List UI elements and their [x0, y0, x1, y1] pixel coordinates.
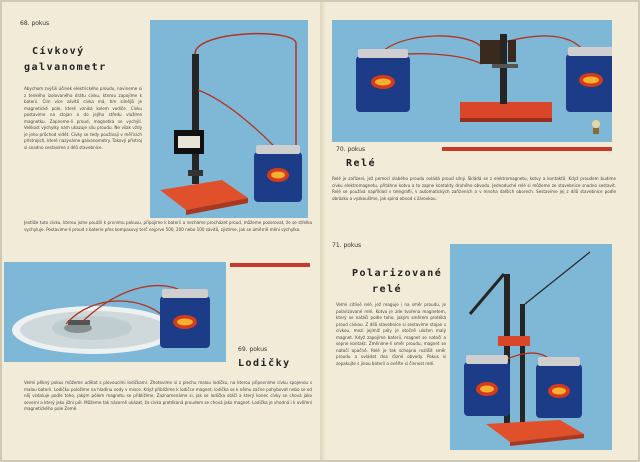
figure-boat-illustration — [4, 262, 226, 362]
experiment-68-title-line1: Cívkový — [32, 46, 85, 57]
experiment-69-number: 69. pokus — [238, 346, 268, 353]
experiment-70-text: Relé je zařízení, jež pomocí slabého proudu ovládá proud silný. Skládá se z elektromagnetu, kotvy a kontaktů. Když proudem budíme cívku elektromagnetu, přitáhne kotvu a ta zapne kontakty druhého obvodu. Jednoduché relé si můžeme ze stavebnice snadno sestavit. Relé se používá například v telegrafii, v automatických zařízeních a v mnoha dalších oborech. Sestavíme jej z dílů stavebnice podle obrázku a vyzkoušíme, jak spíná obvod s žárovkou. — [332, 176, 616, 201]
experiment-69-title: Lodičky — [238, 358, 291, 369]
experiment-71-text: Velmi citlivé relé, jež reaguje i na směr proudu, je polarizované relé. Kotva je zde tvořena magnetem, který se natáčí podle toho, jakým směrem protéká proud cívkou. Z dílů stavebnice si sestavíme stojan s cívkou, mezi jejímiž póly je otočně uložen malý magnet. Když zapojíme baterii, magnet se natočí a sepne kontakt. Změníme-li směr proudu, magnet se natočí opačně. Relé je tak schopno rozlišit směr proudu a ovládat dva různé obvody. Pokus si zopakujte s jinou baterií a ověřte si činnost relé. — [336, 302, 446, 366]
red-divider-right — [442, 147, 612, 151]
experiment-71-title-line1: Polarizované — [352, 268, 443, 279]
figure-polarized-relay-illustration — [450, 244, 612, 450]
figure-galvanometer-illustration — [150, 20, 308, 218]
experiment-70-title: Relé — [346, 158, 377, 169]
book-spread — [2, 2, 638, 460]
page-gutter — [320, 2, 326, 460]
red-divider-left — [230, 263, 310, 267]
experiment-69-text: Velmi pěkný pokus můžeme udělat s plovoucími lodičkami. Zhotovíme si z plechu malou lodičku, na kterou připevníme cívku spojenou s malou baterií. Lodičku položíme na hladinu vody v misce. Když přiblížíme k lodičce magnet, lodička se k němu začne pohybovat nebo se od něj vzdaluje podle toho, jakým pólem magnetu se přiblížíme. Zaznamenáme si, jak se lodička otáčí a který konec cívky se chová jako severní a který jako jižní pól. Můžeme tak názorně ukázat, že cívka protékaná proudem se chová jako magnet. Lodička je vhodná i k ověření magnetického pole Země. — [24, 380, 312, 411]
experiment-68-text-wide: Jestliže tuto cívku, kterou jsme použili k prvnímu pokusu, připojíme k baterii a necháme procházet proud, můžeme pozorovat, že se střelka vychyluje. Postavíme-li proud z baterie přes kompasový terč nejprve 500, 200 nebo 100 závitů, zjistíme, jak se úměrně mění výchylka. — [24, 220, 312, 232]
experiment-68-number: 68. pokus — [20, 20, 50, 27]
experiment-68-title-line2: galvanometr — [24, 62, 107, 73]
experiment-71-title-line2: relé — [372, 284, 403, 295]
experiment-70-number: 70. pokus — [336, 146, 366, 153]
figure-relay-illustration — [332, 20, 612, 142]
experiment-68-text: Abychom zvýšili účinek elektrického proudu, navineme si z tenkého izolovaného drátu cívku, kterou zapojíme k baterii. Čím více závitů cívka má, tím silnější je magnetické pole, které vzniká kolem vodiče. Cívku postavíme na stojan a do jejího středu vložíme magnetku. Zapneme-li proud, magnetka se vychýlí. Velikost výchylky nám ukazuje sílu proudu. Ne však vždy je jeho průchod vidět. Cívky se tedy používají v měřicích přístrojích, které nazýváme galvanometry. Takový přístroj si snadno sestavíme z dílů stavebnice. — [24, 86, 142, 150]
experiment-71-number: 71. pokus — [332, 242, 362, 249]
